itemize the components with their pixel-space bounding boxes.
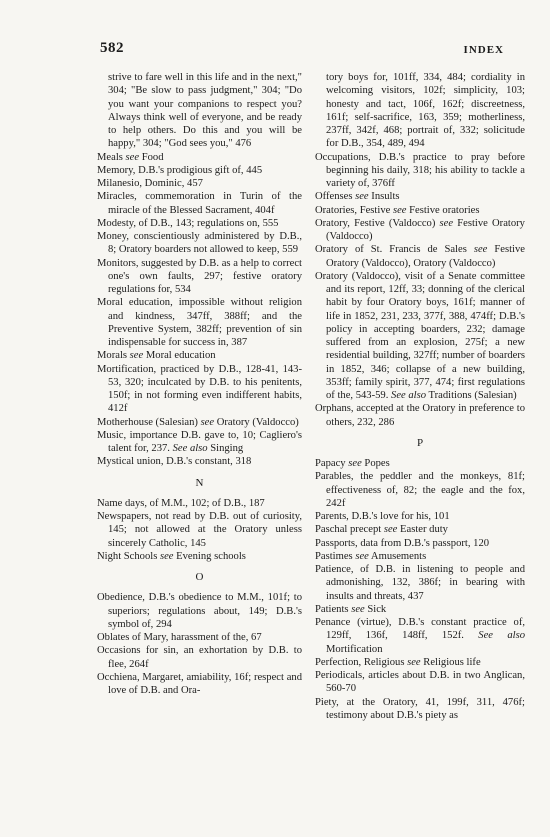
index-entry: Oratories, Festive see Festive oratories xyxy=(315,204,480,216)
running-head: INDEX xyxy=(463,44,504,56)
index-entry: Oratory, Festive (Valdocco) see Festive Oratory (Valdocco) xyxy=(315,217,525,242)
page-number: 582 xyxy=(100,40,124,56)
index-entry-continued: tory boys for, 101ff, 334, 484; cordiality in welcoming visitors, 102f; simplicity, 103; honesty and tact, 106f, 162f; discreetness, 161f; self-sacrifice, 163, 359; motherliness, 237ff, 342f, 468; portrait of, 332; solicitude for D.B., 354, 489, 494 xyxy=(326,72,525,150)
index-column-left xyxy=(97,71,302,697)
index-entry: Offenses see Insults xyxy=(315,191,400,203)
index-entry: Money, conscientiously administered by D.B., 8; Oratory boarders not allowed to keep, 559 xyxy=(97,231,302,256)
index-entry: Oratory (Valdocco), visit of a Senate committee and its report, 12ff, 33; donning of the clerical habit by four Oratory boys, 161f; manner of life in 1852, 231, 233, 377f, 388, 474ff; D.B.'s policy in accepting boarders, 232; damage suffered from an explosion, 275f; a new residential building, 327ff; number of boarders in 1852, 346; collapse of a new building, 353ff; family spirit, 377, 474; first regulations of the, 543-59. See also Traditions (Salesian) xyxy=(315,270,525,401)
index-entry: Moral education, impossible without religion and kindness, 347ff, 388ff; and the Preventive System, 382ff; prevention of sin indispensable for success in, 387 xyxy=(97,297,302,348)
index-entry: Music, importance D.B. gave to, 10; Cagliero's talent for, 237. See also Singing xyxy=(97,429,302,454)
index-entry: Occasions for sin, an exhortation by D.B. to flee, 264f xyxy=(97,645,302,670)
index-entry: Milanesio, Dominic, 457 xyxy=(97,178,203,189)
index-column-right xyxy=(315,71,525,722)
index-entry: Piety, at the Oratory, 41, 199f, 311, 476f; testimony about D.B.'s piety as xyxy=(315,696,525,721)
index-entry: Motherhouse (Salesian) see Oratory (Valdocco) xyxy=(97,416,299,428)
index-entry: Memory, D.B.'s prodigious gift of, 445 xyxy=(97,164,263,176)
index-entry: Patience, of D.B. in listening to people and admonishing, 132, 386f; in bearing with insults and threats, 437 xyxy=(315,564,525,602)
index-entry: Mortification, practiced by D.B., 128-41, 143-53, 320; inculcated by D.B. to his penitents, 150f; in not forming even indifferent habits, 412f xyxy=(97,363,302,415)
section-letter-p: P xyxy=(416,436,424,449)
index-entry: Modesty, of D.B., 143; regulations on, 555 xyxy=(97,217,279,229)
index-entry: Occhiena, Margaret, amiability, 16f; respect and love of D.B. and Ora- xyxy=(97,671,302,696)
index-entry: Mystical union, D.B.'s constant, 318 xyxy=(97,456,252,468)
index-entry: Morals see Moral education xyxy=(97,350,216,362)
index-entry: Penance (virtue), D.B.'s constant practice of, 129ff, 136f, 148ff, 152f. See also Mortification xyxy=(315,617,525,655)
index-entry: Parents, D.B.'s love for his, 101 xyxy=(315,511,450,522)
section-letter-n: N xyxy=(195,476,204,489)
index-entry: Miracles, commemoration in Turin of the miracle of the Blessed Sacrament, 404f xyxy=(97,191,302,216)
index-entry: Monitors, suggested by D.B. as a help to correct one's own faults, 297; festive oratory regulations for, 534 xyxy=(97,257,302,295)
index-entry: Perfection, Religious see Religious life xyxy=(315,656,481,668)
index-entry: Paschal precept see Easter duty xyxy=(315,524,448,536)
index-entry: Night Schools see Evening schools xyxy=(97,550,246,562)
index-entry: Patients see Sick xyxy=(315,603,387,615)
index-entry: Pastimes see Amusements xyxy=(315,550,427,562)
index-entry: Name days, of M.M., 102; of D.B., 187 xyxy=(97,497,265,509)
index-entry: Papacy see Popes xyxy=(315,458,390,469)
index-entry: Oratory of St. Francis de Sales see Festive Oratory (Valdocco), Oratory (Valdocco) xyxy=(315,244,525,269)
index-entry: Obedience, D.B.'s obedience to M.M., 101f; to superiors; regulations about, 149; D.B.'s symbol of, 294 xyxy=(97,592,302,630)
section-letter-o: O xyxy=(195,571,204,583)
index-entry: Orphans, accepted at the Oratory in preference to others, 232, 286 xyxy=(315,403,525,428)
index-entry: Parables, the peddler and the monkeys, 81f; effectiveness of, 82; the eagle and the fox, 242f xyxy=(315,471,525,509)
index-entry-continued: strive to fare well in this life and in the next," 304; "Be slow to pass judgment," 304; "Do you want your companions to respect you? Always think well of everyone, and be ready to help others. Do this and you will be happy," 304; "God sees you," 476 xyxy=(108,72,302,150)
index-entry: Meals see Food xyxy=(97,151,164,163)
index-entry: Periodicals, articles about D.B. in two Anglican, 560-70 xyxy=(315,670,525,695)
index-entry: Occupations, D.B.'s practice to pray before beginning his daily, 318; his ability to tackle a variety of, 376ff xyxy=(315,151,525,189)
index-entry: Passports, data from D.B.'s passport, 120 xyxy=(315,537,490,549)
index-entry: Newspapers, not read by D.B. out of curiosity, 145; not allowed at the Oratory unless sincerely Catholic, 145 xyxy=(97,511,302,549)
index-entry: Oblates of Mary, harassment of the, 67 xyxy=(97,632,262,643)
